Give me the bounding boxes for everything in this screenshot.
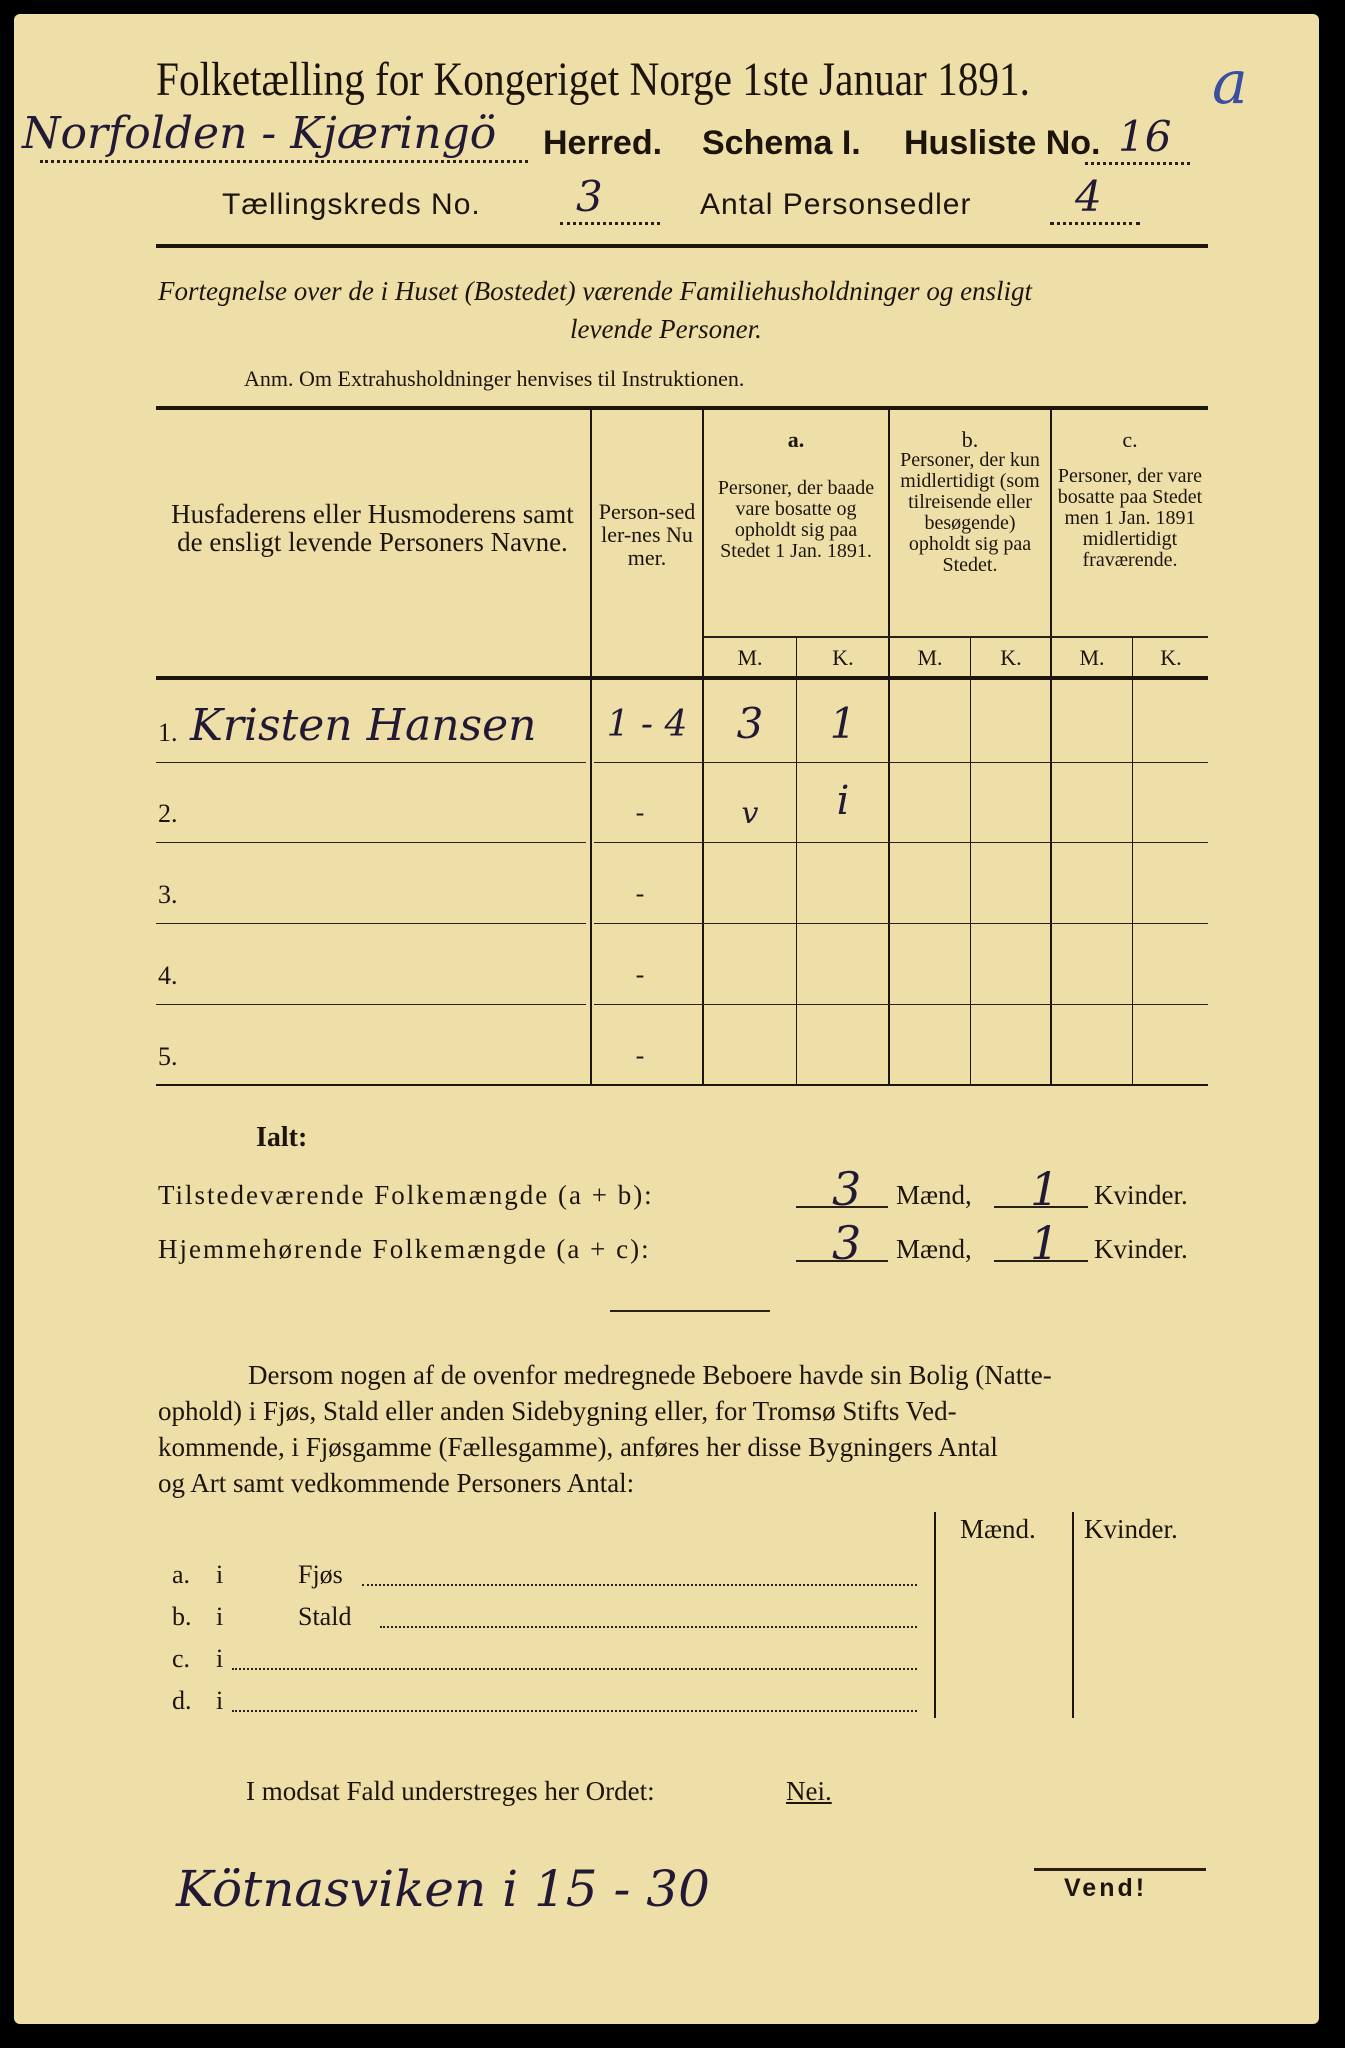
ialt-label: Ialt: <box>256 1122 308 1153</box>
header-b-letter: b. <box>961 427 979 452</box>
nei-word: Nei. <box>786 1776 832 1806</box>
total-present-label: Tilstedeværende Folkemængde (a + b): <box>158 1180 654 1210</box>
col-divider <box>970 636 971 1086</box>
col-divider <box>1132 636 1133 1086</box>
col-divider <box>1050 410 1052 1086</box>
row-number: 5. <box>158 1042 178 1071</box>
herred-value: Norfolden - Kjæringö <box>22 108 497 159</box>
outbuilding-letter: b. <box>172 1602 192 1631</box>
row-name: Kristen Hansen <box>190 700 537 751</box>
row-person-number: 1 - 4 <box>606 704 688 745</box>
total-present-men: 3 <box>832 1162 862 1216</box>
header-number-column: Person-sedler-nes Numer. <box>598 499 696 571</box>
total-resident-maend: Mænd, <box>896 1234 972 1264</box>
header-a-m: M. <box>737 645 763 670</box>
outbuildings-para-1: Dersom nogen af de ovenfor medregnede Beboere havde sin Bolig (Natte- <box>248 1360 1052 1390</box>
row-a-k: 1 <box>829 699 857 748</box>
vend-label: Vend! <box>1064 1874 1148 1902</box>
row-a-m: 3 <box>736 699 764 748</box>
row-person-number: - <box>635 798 645 827</box>
outbuilding-letter: d. <box>172 1686 192 1715</box>
total-resident-kvinder: Kvinder. <box>1094 1234 1188 1264</box>
outbuildings-divider <box>1072 1512 1074 1718</box>
row-a-k: i <box>836 778 850 824</box>
header-c-text: Personer, der vare bosatte paa Stedet men 1 Jan. 1891 midlertidigt fraværende. <box>1057 465 1203 571</box>
row-number: 1. <box>158 718 178 747</box>
row-person-number: - <box>635 1041 645 1070</box>
vend-rule <box>1034 1868 1206 1871</box>
title-handwritten-mark: a <box>1212 48 1248 118</box>
header-name-column: Husfaderens eller Husmoderens samt de ensligt levende Personers Navne. <box>171 499 574 558</box>
schema-label: Schema I. <box>702 124 861 162</box>
outbuilding-prefix: i <box>216 1644 224 1673</box>
header-a-k: K. <box>832 645 854 670</box>
sedler-dotted-line <box>1050 222 1140 225</box>
outbuilding-prefix: i <box>216 1602 224 1631</box>
mk-header-rule <box>704 636 1208 638</box>
header-b-m: M. <box>917 645 943 670</box>
row-person-number: - <box>635 879 645 908</box>
row-number: 3. <box>158 880 178 909</box>
col-divider <box>888 410 890 1086</box>
outbuilding-prefix: i <box>216 1560 224 1589</box>
kreds-value: 3 <box>576 172 603 221</box>
outbuildings-para-3: kommende, i Fjøsgamme (Fællesgamme), anføres her disse Bygningers Antal <box>158 1432 998 1462</box>
husliste-value: 16 <box>1118 112 1172 161</box>
outbuildings-col-women: Kvinder. <box>1084 1514 1178 1544</box>
total-resident-women: 1 <box>1030 1216 1060 1270</box>
modsat-text: I modsat Fald understreges her Ordet: <box>246 1776 655 1806</box>
outbuilding-letter: c. <box>172 1644 191 1673</box>
outbuildings-col-men: Mænd. <box>960 1514 1036 1544</box>
outbuilding-label: Stald <box>298 1602 352 1631</box>
kreds-label: Tællingskreds No. <box>222 188 481 221</box>
husliste-label: Husliste No. <box>904 124 1101 162</box>
form-title: Folketælling for Kongeriget Norge 1ste Januar 1891. <box>156 53 1031 106</box>
row-a-m: v <box>741 796 759 831</box>
kreds-dotted-line <box>560 222 660 225</box>
row-person-number: - <box>635 960 645 989</box>
header-a-text: Personer, der baade vare bosatte og opholdt sig paa Stedet 1 Jan. 1891. <box>717 477 875 562</box>
header-c-m: M. <box>1079 645 1105 670</box>
anm-note: Anm. Om Extrahusholdninger henvises til Instruktionen. <box>244 366 745 391</box>
separator-line <box>610 1310 770 1312</box>
intro-line-1: Fortegnelse over de i Huset (Bostedet) værende Familiehusholdninger og ensligt <box>158 276 1033 306</box>
sedler-value: 4 <box>1075 172 1102 221</box>
handwritten-place-note: Kötnasviken i 15 - 30 <box>176 1860 710 1918</box>
outbuildings-para-2: ophold) i Fjøs, Stald eller anden Sidebygning eller, for Tromsø Stifts Ved- <box>158 1396 957 1426</box>
row-number: 2. <box>158 799 178 828</box>
outbuilding-label: Fjøs <box>298 1560 343 1589</box>
total-resident-label: Hjemmehørende Folkemængde (a + c): <box>158 1234 651 1264</box>
intro-line-2: levende Personer. <box>570 314 762 344</box>
total-present-women: 1 <box>1030 1162 1060 1216</box>
outbuilding-prefix: i <box>216 1686 224 1715</box>
outbuilding-letter: a. <box>172 1560 191 1589</box>
total-present-maend: Mænd, <box>896 1180 972 1210</box>
total-resident-men: 3 <box>832 1216 862 1270</box>
col-divider <box>702 410 704 1086</box>
total-present-kvinder: Kvinder. <box>1094 1180 1188 1210</box>
header-c-k: K. <box>1160 645 1182 670</box>
header-rule <box>156 244 1208 248</box>
husliste-dotted-line <box>1085 162 1190 165</box>
header-c-letter: c. <box>1122 427 1138 452</box>
herred-dotted-line <box>40 160 528 163</box>
header-a-letter: a. <box>787 427 805 452</box>
herred-label: Herred. <box>543 124 663 162</box>
outbuildings-divider <box>934 1512 936 1718</box>
col-divider <box>796 636 797 1086</box>
row-number: 4. <box>158 961 178 990</box>
header-b-k: K. <box>1000 645 1022 670</box>
outbuildings-para-4: og Art samt vedkommende Personers Antal: <box>158 1468 635 1498</box>
header-b-text: Personer, der kun midlertidigt (som tilreisende eller besøgende) opholdt sig paa Stedet. <box>900 449 1040 576</box>
sedler-label: Antal Personsedler <box>700 188 972 221</box>
